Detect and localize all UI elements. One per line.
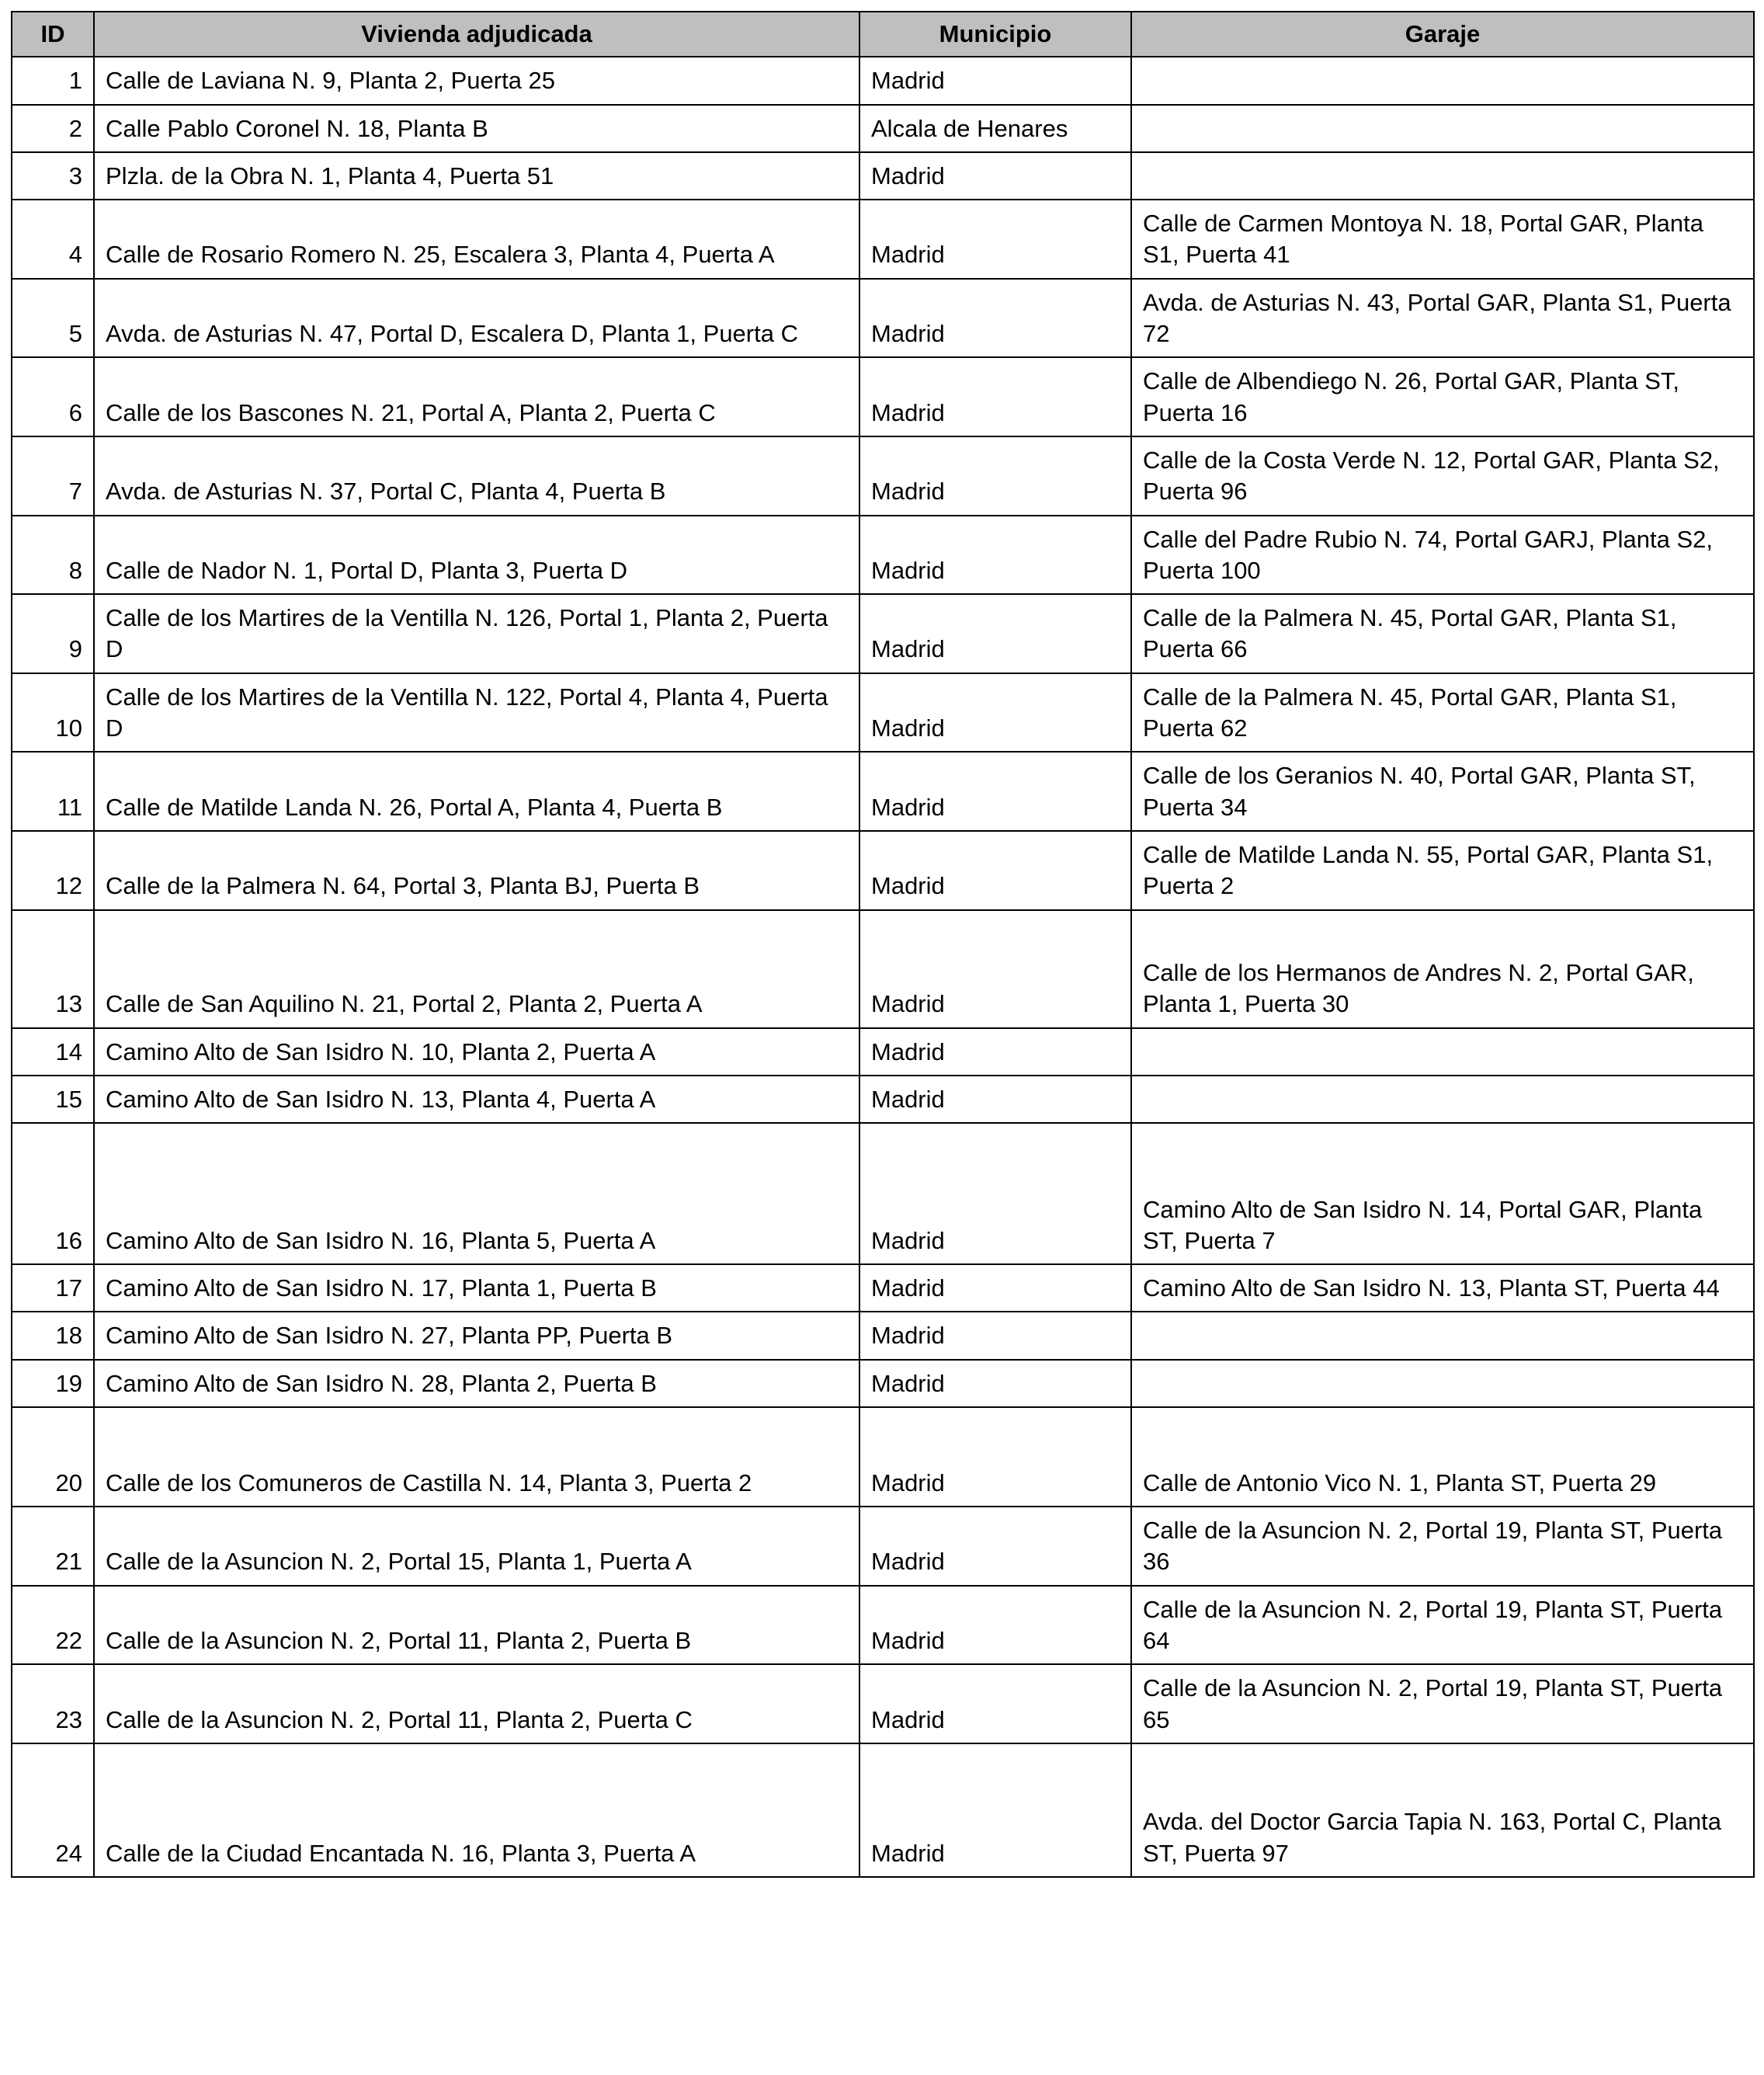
cell-vivienda: Calle de San Aquilino N. 21, Portal 2, Planta 2, Puerta A: [94, 910, 859, 1028]
table-row: [12, 910, 1754, 1028]
cell-id: 15: [12, 1076, 94, 1123]
cell-garaje: Calle de los Geranios N. 40, Portal GAR, Planta ST, Puerta 34: [1131, 752, 1754, 831]
cell-id: 23: [12, 1664, 94, 1743]
table-row: [12, 105, 1754, 152]
cell-vivienda: Calle de la Asuncion N. 2, Portal 11, Planta 2, Puerta B: [94, 1586, 859, 1665]
cell-id: 17: [12, 1264, 94, 1312]
table-row: [12, 1076, 1754, 1123]
cell-vivienda: Calle de Matilde Landa N. 26, Portal A, Planta 4, Puerta B: [94, 752, 859, 831]
table-row: [12, 1664, 1754, 1743]
cell-vivienda: Calle de la Palmera N. 64, Portal 3, Planta BJ, Puerta B: [94, 831, 859, 910]
adjudication-table: [11, 11, 1755, 1878]
cell-garaje: Calle de Matilde Landa N. 55, Portal GAR, Planta S1, Puerta 2: [1131, 831, 1754, 910]
cell-vivienda: Calle de Nador N. 1, Portal D, Planta 3, Puerta D: [94, 516, 859, 595]
header-vivienda: Vivienda adjudicada: [94, 12, 859, 57]
cell-garaje: Avda. del Doctor Garcia Tapia N. 163, Portal C, Planta ST, Puerta 97: [1131, 1743, 1754, 1877]
cell-vivienda: Calle de la Asuncion N. 2, Portal 11, Planta 2, Puerta C: [94, 1664, 859, 1743]
cell-garaje: Calle de Antonio Vico N. 1, Planta ST, Puerta 29: [1131, 1407, 1754, 1507]
cell-id: 5: [12, 279, 94, 358]
cell-vivienda: Calle Pablo Coronel N. 18, Planta B: [94, 105, 859, 152]
table-row: [12, 1360, 1754, 1407]
cell-vivienda: Calle de los Martires de la Ventilla N. 126, Portal 1, Planta 2, Puerta D: [94, 594, 859, 673]
table-row: [12, 1264, 1754, 1312]
cell-vivienda: Camino Alto de San Isidro N. 16, Planta 5, Puerta A: [94, 1123, 859, 1264]
cell-municipio: Madrid: [859, 1664, 1131, 1743]
header-row: [12, 12, 1754, 57]
cell-garaje: [1131, 1028, 1754, 1076]
cell-id: 7: [12, 436, 94, 516]
cell-garaje: [1131, 152, 1754, 200]
cell-municipio: Madrid: [859, 1312, 1131, 1359]
cell-municipio: Madrid: [859, 516, 1131, 595]
table-row: [12, 436, 1754, 516]
cell-garaje: Calle de la Costa Verde N. 12, Portal GAR, Planta S2, Puerta 96: [1131, 436, 1754, 516]
table-row: [12, 279, 1754, 358]
cell-id: 1: [12, 57, 94, 104]
cell-municipio: Madrid: [859, 1264, 1131, 1312]
cell-municipio: Madrid: [859, 1360, 1131, 1407]
cell-id: 22: [12, 1586, 94, 1665]
cell-municipio: Madrid: [859, 57, 1131, 104]
cell-municipio: Madrid: [859, 1407, 1131, 1507]
cell-vivienda: Calle de la Ciudad Encantada N. 16, Planta 3, Puerta A: [94, 1743, 859, 1877]
cell-garaje: Calle del Padre Rubio N. 74, Portal GARJ, Planta S2, Puerta 100: [1131, 516, 1754, 595]
table-row: [12, 673, 1754, 752]
cell-garaje: Calle de la Asuncion N. 2, Portal 19, Planta ST, Puerta 64: [1131, 1586, 1754, 1665]
cell-vivienda: Calle de la Asuncion N. 2, Portal 15, Planta 1, Puerta A: [94, 1507, 859, 1586]
cell-garaje: Calle de los Hermanos de Andres N. 2, Portal GAR, Planta 1, Puerta 30: [1131, 910, 1754, 1028]
table-row: [12, 516, 1754, 595]
cell-id: 8: [12, 516, 94, 595]
cell-vivienda: Camino Alto de San Isidro N. 10, Planta 2, Puerta A: [94, 1028, 859, 1076]
cell-municipio: Madrid: [859, 910, 1131, 1028]
cell-vivienda: Camino Alto de San Isidro N. 13, Planta 4, Puerta A: [94, 1076, 859, 1123]
cell-id: 24: [12, 1743, 94, 1877]
cell-municipio: Alcala de Henares: [859, 105, 1131, 152]
cell-garaje: Camino Alto de San Isidro N. 14, Portal GAR, Planta ST, Puerta 7: [1131, 1123, 1754, 1264]
cell-municipio: Madrid: [859, 673, 1131, 752]
cell-garaje: Calle de la Palmera N. 45, Portal GAR, Planta S1, Puerta 66: [1131, 594, 1754, 673]
cell-municipio: Madrid: [859, 1586, 1131, 1665]
table-row: [12, 1586, 1754, 1665]
cell-id: 21: [12, 1507, 94, 1586]
table-row: [12, 152, 1754, 200]
cell-garaje: Calle de la Asuncion N. 2, Portal 19, Planta ST, Puerta 36: [1131, 1507, 1754, 1586]
cell-garaje: Calle de la Palmera N. 45, Portal GAR, Planta S1, Puerta 62: [1131, 673, 1754, 752]
cell-garaje: Calle de Albendiego N. 26, Portal GAR, Planta ST, Puerta 16: [1131, 357, 1754, 436]
cell-garaje: [1131, 1312, 1754, 1359]
cell-garaje: Calle de Carmen Montoya N. 18, Portal GAR, Planta S1, Puerta 41: [1131, 200, 1754, 279]
table-row: [12, 357, 1754, 436]
cell-vivienda: Camino Alto de San Isidro N. 28, Planta 2, Puerta B: [94, 1360, 859, 1407]
cell-garaje: Calle de la Asuncion N. 2, Portal 19, Planta ST, Puerta 65: [1131, 1664, 1754, 1743]
cell-id: 20: [12, 1407, 94, 1507]
table-row: [12, 200, 1754, 279]
cell-municipio: Madrid: [859, 152, 1131, 200]
table-row: [12, 1507, 1754, 1586]
header-id: ID: [12, 12, 94, 57]
cell-vivienda: Calle de los Martires de la Ventilla N. 122, Portal 4, Planta 4, Puerta D: [94, 673, 859, 752]
cell-municipio: Madrid: [859, 1076, 1131, 1123]
cell-vivienda: Avda. de Asturias N. 37, Portal C, Planta 4, Puerta B: [94, 436, 859, 516]
table-row: [12, 1407, 1754, 1507]
header-garaje: Garaje: [1131, 12, 1754, 57]
table-row: [12, 752, 1754, 831]
cell-vivienda: Calle de Laviana N. 9, Planta 2, Puerta 25: [94, 57, 859, 104]
table-row: [12, 1743, 1754, 1877]
cell-id: 12: [12, 831, 94, 910]
table-row: [12, 831, 1754, 910]
cell-municipio: Madrid: [859, 831, 1131, 910]
cell-id: 14: [12, 1028, 94, 1076]
cell-municipio: Madrid: [859, 279, 1131, 358]
cell-municipio: Madrid: [859, 1028, 1131, 1076]
cell-id: 3: [12, 152, 94, 200]
cell-municipio: Madrid: [859, 1123, 1131, 1264]
cell-garaje: [1131, 57, 1754, 104]
cell-vivienda: Camino Alto de San Isidro N. 17, Planta 1, Puerta B: [94, 1264, 859, 1312]
table-row: [12, 1123, 1754, 1264]
cell-id: 9: [12, 594, 94, 673]
cell-vivienda: Camino Alto de San Isidro N. 27, Planta PP, Puerta B: [94, 1312, 859, 1359]
table-body: [12, 57, 1754, 1877]
cell-municipio: Madrid: [859, 1743, 1131, 1877]
cell-id: 4: [12, 200, 94, 279]
cell-id: 10: [12, 673, 94, 752]
cell-vivienda: Calle de los Bascones N. 21, Portal A, Planta 2, Puerta C: [94, 357, 859, 436]
cell-vivienda: Avda. de Asturias N. 47, Portal D, Escalera D, Planta 1, Puerta C: [94, 279, 859, 358]
cell-id: 6: [12, 357, 94, 436]
cell-id: 2: [12, 105, 94, 152]
cell-id: 19: [12, 1360, 94, 1407]
cell-municipio: Madrid: [859, 436, 1131, 516]
cell-garaje: [1131, 105, 1754, 152]
table-row: [12, 1312, 1754, 1359]
cell-id: 16: [12, 1123, 94, 1264]
cell-municipio: Madrid: [859, 1507, 1131, 1586]
table-header: [12, 12, 1754, 57]
cell-municipio: Madrid: [859, 357, 1131, 436]
cell-vivienda: Calle de Rosario Romero N. 25, Escalera 3, Planta 4, Puerta A: [94, 200, 859, 279]
cell-garaje: Avda. de Asturias N. 43, Portal GAR, Planta S1, Puerta 72: [1131, 279, 1754, 358]
cell-vivienda: Calle de los Comuneros de Castilla N. 14, Planta 3, Puerta 2: [94, 1407, 859, 1507]
cell-garaje: [1131, 1360, 1754, 1407]
header-municipio: Municipio: [859, 12, 1131, 57]
table-row: [12, 1028, 1754, 1076]
cell-id: 13: [12, 910, 94, 1028]
cell-id: 18: [12, 1312, 94, 1359]
table-row: [12, 594, 1754, 673]
cell-municipio: Madrid: [859, 200, 1131, 279]
cell-id: 11: [12, 752, 94, 831]
cell-municipio: Madrid: [859, 752, 1131, 831]
cell-vivienda: Plzla. de la Obra N. 1, Planta 4, Puerta 51: [94, 152, 859, 200]
cell-garaje: [1131, 1076, 1754, 1123]
table-row: [12, 57, 1754, 104]
cell-garaje: Camino Alto de San Isidro N. 13, Planta ST, Puerta 44: [1131, 1264, 1754, 1312]
cell-municipio: Madrid: [859, 594, 1131, 673]
